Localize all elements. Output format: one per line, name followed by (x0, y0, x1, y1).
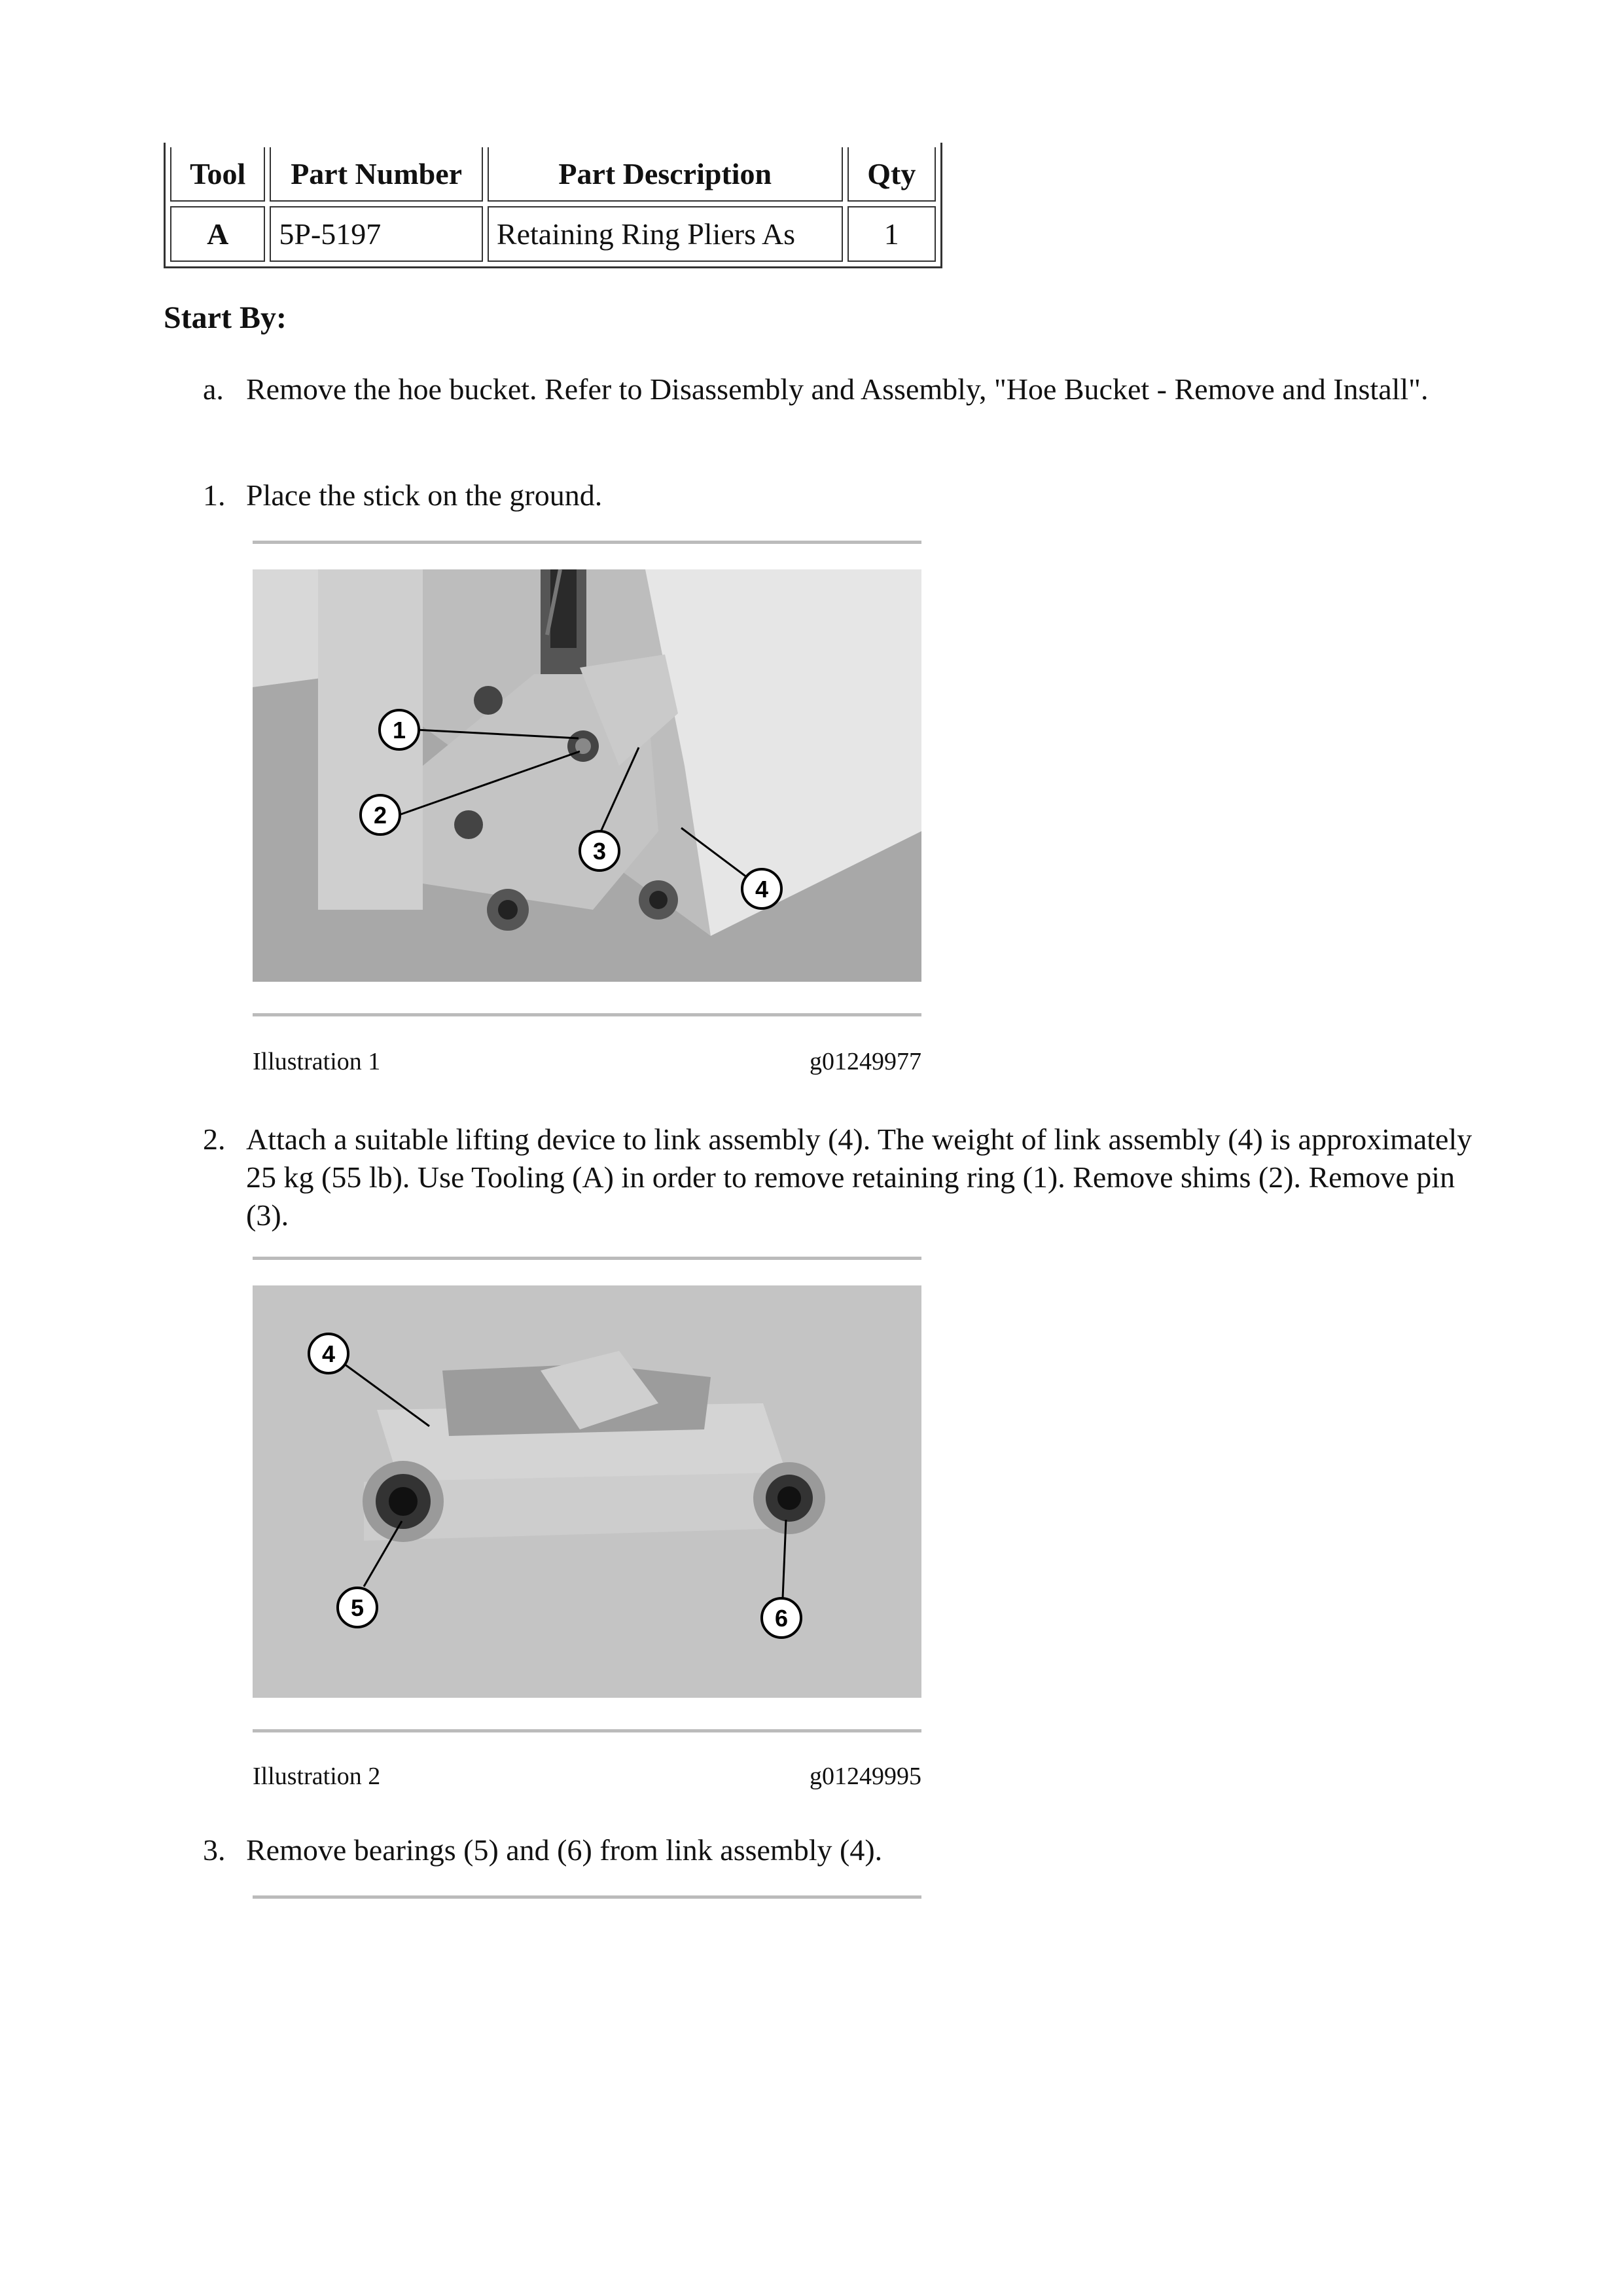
tool-table (164, 143, 942, 268)
illustration-2-photo (253, 1285, 921, 1698)
divider (253, 1257, 921, 1260)
start-by-heading: Start By: (164, 300, 287, 335)
cell-part-number: 5P-5197 (270, 206, 483, 262)
svg-text:1: 1 (392, 717, 406, 744)
divider (253, 1013, 921, 1016)
header-qty: Qty (847, 147, 936, 202)
cell-qty: 1 (847, 206, 936, 262)
step-3 (203, 1831, 1486, 1869)
svg-text:3: 3 (592, 838, 607, 865)
step-marker: a. (203, 372, 224, 406)
table-header-row (170, 147, 936, 202)
illustration-label: Illustration 1 (253, 1048, 381, 1075)
header-part-number: Part Number (270, 147, 483, 202)
step-a (203, 370, 1486, 408)
step-text: Attach a suitable lifting device to link assembly (4). The weight of link assembly (4) is approximately 25 kg (55 lb). Use Tooling (A) in order to remove retaining ring (1). Remove shims (2). Remove pin (3). (246, 1122, 1472, 1232)
step-text: Place the stick on the ground. (246, 478, 603, 512)
step-marker: 3. (203, 1833, 226, 1867)
svg-text:5: 5 (350, 1594, 365, 1621)
header-tool: Tool (170, 147, 265, 202)
step-1 (203, 476, 1486, 514)
svg-text:2: 2 (373, 802, 387, 829)
illustration-label: Illustration 2 (253, 1763, 381, 1790)
svg-text:6: 6 (774, 1605, 789, 1632)
step-text: Remove the hoe bucket. Refer to Disassembly and Assembly, "Hoe Bucket - Remove and Install". (246, 372, 1429, 406)
illustration-code: g01249995 (810, 1763, 921, 1790)
step-text: Remove bearings (5) and (6) from link assembly (4). (246, 1833, 883, 1867)
header-part-description: Part Description (488, 147, 843, 202)
divider (253, 1895, 921, 1899)
step-marker: 2. (203, 1122, 226, 1156)
divider (253, 541, 921, 544)
step-marker: 1. (203, 478, 226, 512)
cell-tool: A (170, 206, 265, 262)
illustration-code: g01249977 (810, 1048, 921, 1075)
cell-part-description: Retaining Ring Pliers As (488, 206, 843, 262)
svg-text:4: 4 (755, 876, 769, 903)
illustration-1-photo (253, 569, 921, 982)
divider (253, 1729, 921, 1732)
svg-text:4: 4 (321, 1340, 336, 1367)
step-2 (203, 1121, 1486, 1234)
table-row (170, 206, 936, 262)
